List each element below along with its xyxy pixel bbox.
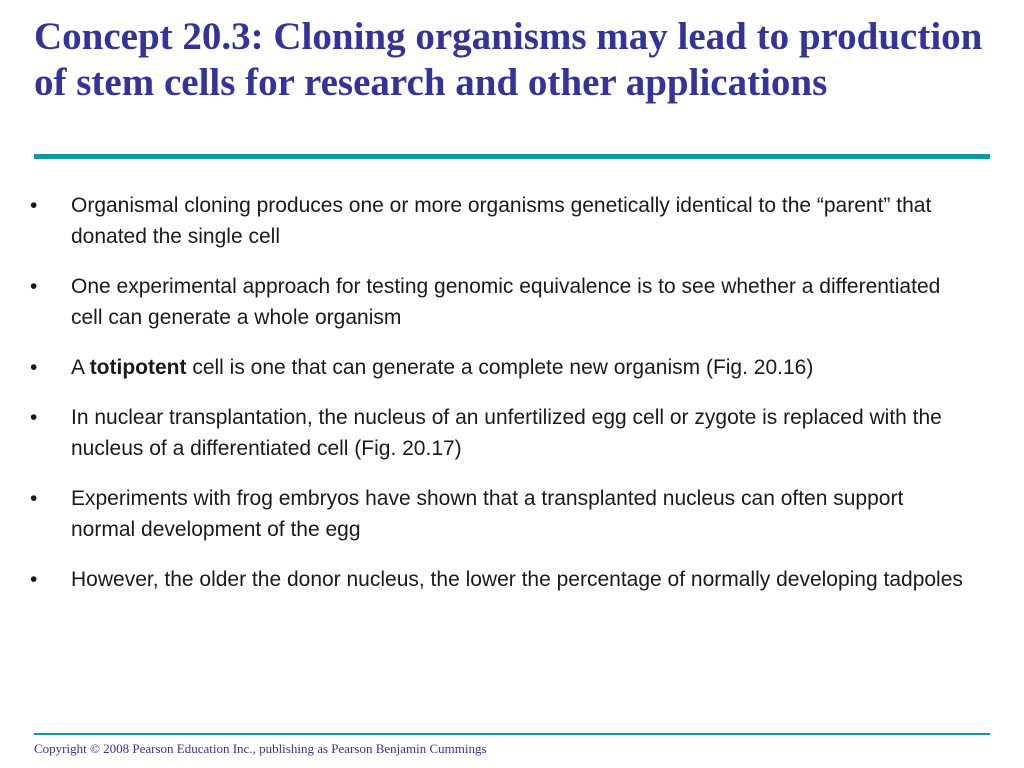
bullet-item — [30, 483, 970, 545]
footer-divider — [34, 733, 990, 735]
bullet-text: One experimental approach for testing genomic equivalence is to see whether a differentiated cell can generate a whole organism — [71, 275, 941, 329]
bullet-item — [30, 402, 970, 464]
bullet-marker: • — [30, 275, 38, 298]
bullet-item — [30, 564, 970, 595]
bullet-text: However, the older the donor nucleus, the lower the percentage of normally developing tadpoles — [71, 568, 963, 591]
bullet-bold-term: totipotent — [89, 356, 187, 379]
bullet-item — [30, 352, 970, 383]
bullet-marker: • — [30, 487, 38, 510]
bullet-marker: • — [30, 406, 38, 429]
bullet-text: In nuclear transplantation, the nucleus of an unfertilized egg cell or zygote is replaced with the nucleus of a differentiated cell (Fig. 20.17) — [71, 406, 942, 460]
bullet-text: A totipotent cell is one that can generate a complete new organism (Fig. 20.16) — [71, 356, 814, 379]
bullet-item — [30, 271, 970, 333]
bullet-marker: • — [30, 194, 38, 217]
slide-title: Concept 20.3: Cloning organisms may lead to production of stem cells for research and other applications — [34, 15, 983, 104]
bullet-item — [30, 190, 970, 252]
bullet-list — [30, 190, 970, 614]
bullet-text: Experiments with frog embryos have shown that a transplanted nucleus can often support normal development of the egg — [71, 487, 904, 541]
title-divider — [34, 154, 990, 159]
bullet-text: Organismal cloning produces one or more organisms genetically identical to the “parent” that donated the single cell — [71, 194, 932, 248]
bullet-marker: • — [30, 568, 38, 591]
copyright-footer: Copyright © 2008 Pearson Education Inc., publishing as Pearson Benjamin Cummings — [34, 741, 487, 756]
bullet-marker: • — [30, 356, 38, 379]
